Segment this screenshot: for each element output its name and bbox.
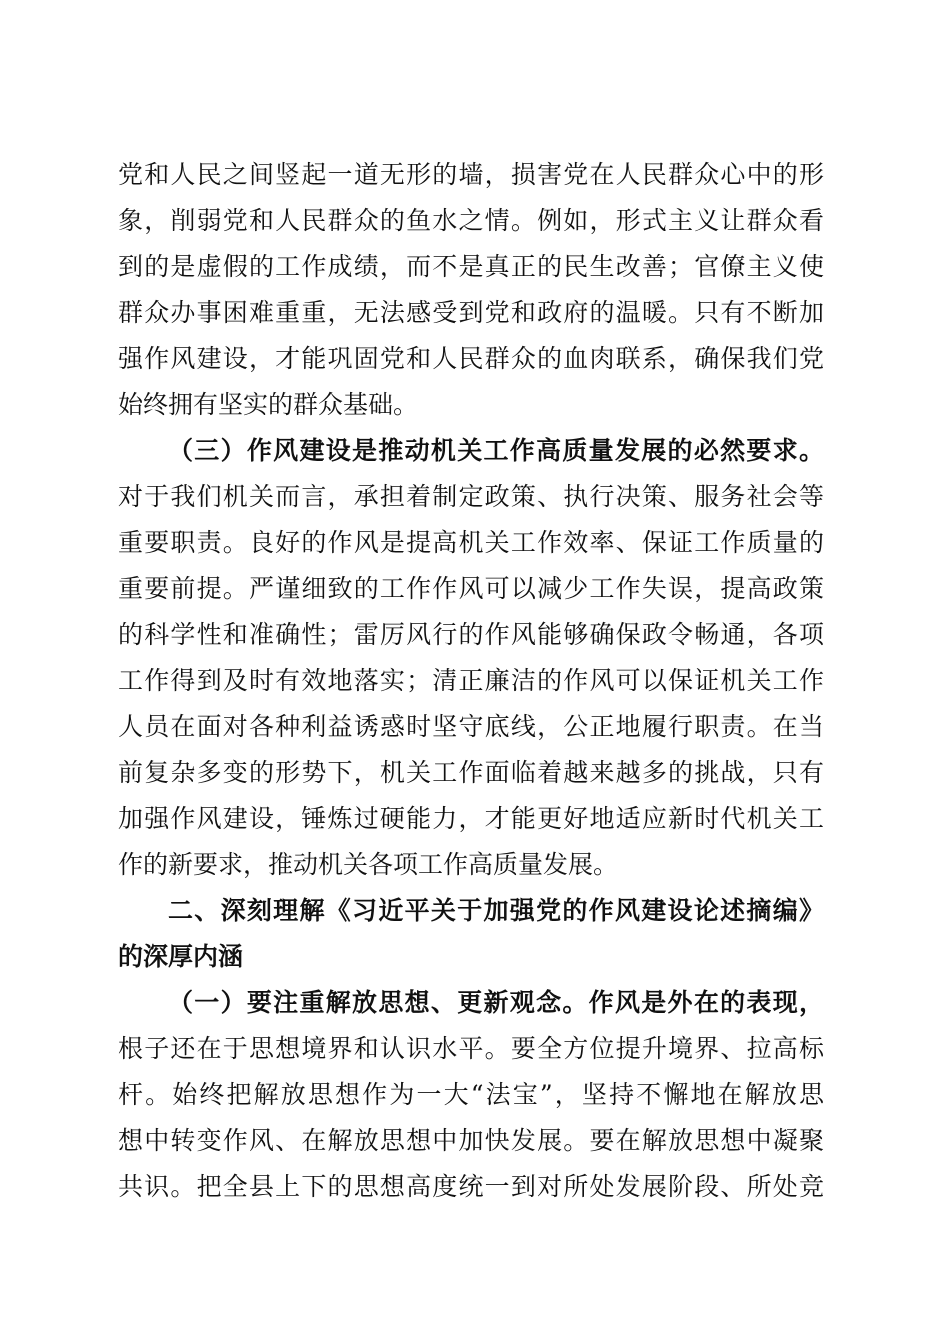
body-line: 人员在面对各种利益诱惑时坚守底线，公正地履行职责。在当 [118,712,824,741]
body-line: 对于我们机关而言，承担着制定政策、执行决策、服务社会等 [118,482,824,511]
body-line: 强作风建设，才能巩固党和人民群众的血肉联系，确保我们党 [118,344,824,373]
body-line: 共识。把全县上下的思想高度统一到对所处发展阶段、所处竞 [118,1172,824,1201]
subheading-line: （一）要注重解放思想、更新观念。作风是外在的表现， [168,988,824,1017]
body-line: 加强作风建设，锤炼过硬能力，才能更好地适应新时代机关工 [118,804,824,833]
body-line: 根子还在于思想境界和认识水平。要全方位提升境界、拉高标 [118,1034,824,1063]
body-line: 群众办事困难重重，无法感受到党和政府的温暖。只有不断加 [118,298,824,327]
body-line: 前复杂多变的形势下，机关工作面临着越来越多的挑战，只有 [118,758,824,787]
body-line: 想中转变作风、在解放思想中加快发展。要在解放思想中凝聚 [118,1126,824,1155]
section-heading-line: 二、深刻理解《习近平关于加强党的作风建设论述摘编》 [168,896,824,925]
body-line: 始终拥有坚实的群众基础。 [118,390,419,419]
body-line: 杆。始终把解放思想作为一大“法宝”，坚持不懈地在解放思 [118,1080,824,1109]
body-line: 工作得到及时有效地落实；清正廉洁的作风可以保证机关工作 [118,666,824,695]
body-line: 党和人民之间竖起一道无形的墙，损害党在人民群众心中的形 [118,160,824,189]
subheading-line: （三）作风建设是推动机关工作高质量发展的必然要求。 [168,436,824,465]
body-line: 象，削弱党和人民群众的鱼水之情。例如，形式主义让群众看 [118,206,824,235]
body-line: 重要前提。严谨细致的工作作风可以减少工作失误，提高政策 [118,574,824,603]
body-line: 重要职责。良好的作风是提高机关工作效率、保证工作质量的 [118,528,824,557]
body-line: 的科学性和准确性；雷厉风行的作风能够确保政令畅通，各项 [118,620,824,649]
body-line: 作的新要求，推动机关各项工作高质量发展。 [118,850,619,879]
section-heading-line: 的深厚内涵 [118,942,244,971]
body-line: 到的是虚假的工作成绩，而不是真正的民生改善；官僚主义使 [118,252,824,281]
